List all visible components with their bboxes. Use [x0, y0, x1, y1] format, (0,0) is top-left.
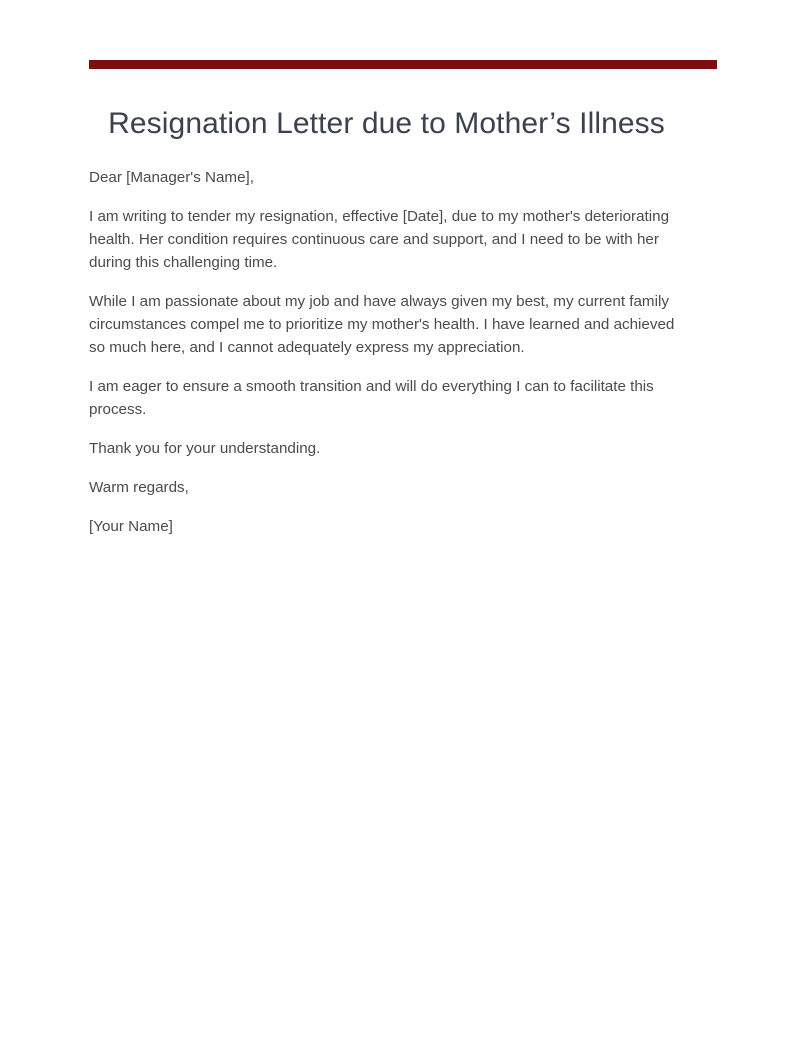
letter-closing: Warm regards, [89, 479, 189, 496]
letter-paragraph-2: While I am passionate about my job and have always given my best, my current family circumstances compel me to prioritize my mother's health. I have learned and achieved so much here, and I cannot adequately express my appreciation. [89, 293, 675, 356]
letter-salutation: Dear [Manager's Name], [89, 169, 254, 186]
letter-body [89, 166, 687, 538]
letter-paragraph-1: I am writing to tender my resignation, effective [Date], due to my mother's deteriorating health. Her condition requires continuous care and support, and I need to be with her during this challenging time. [89, 208, 670, 271]
page-title: Resignation Letter due to Mother’s Illness [108, 107, 665, 140]
letter-paragraph-3: I am eager to ensure a smooth transition and will do everything I can to facilitate this process. [89, 378, 654, 418]
letter-signature: [Your Name] [89, 518, 173, 535]
header-accent-rule [89, 60, 717, 69]
letter-paragraph-4: Thank you for your understanding. [89, 440, 321, 457]
